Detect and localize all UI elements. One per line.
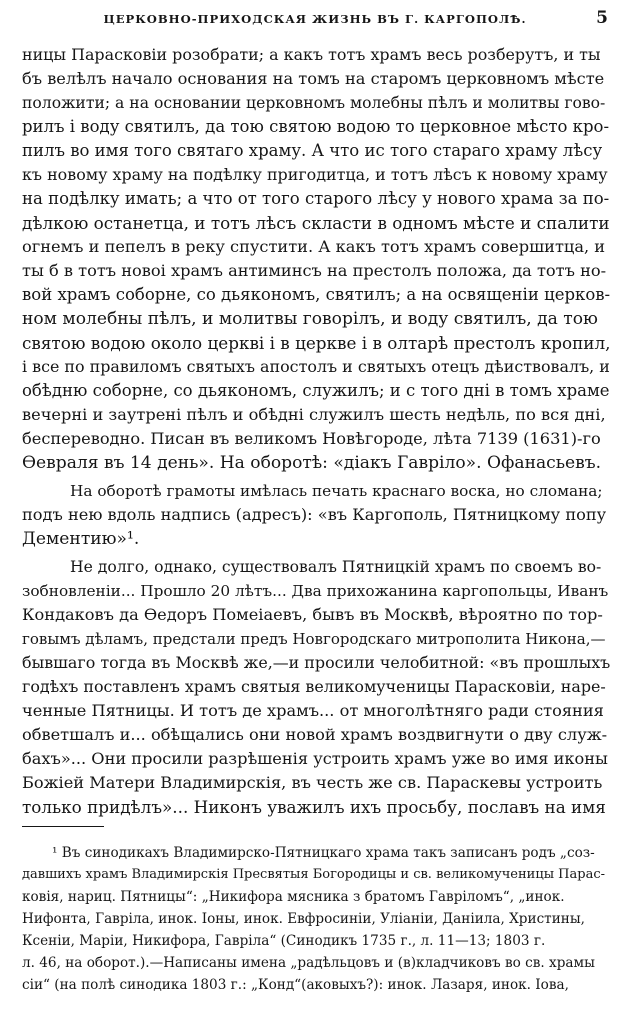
body-line: зобновленіи... Прошло 20 лѣтъ... Два прихожанина каргопольцы, Иванъ bbox=[22, 582, 609, 600]
footnote-line: Ксеніи, Маріи, Никифора, Гаврiла“ (Синодикъ 1735 г., л. 11—13; 1803 г. bbox=[22, 933, 546, 949]
footnote-line: ковія, нариц. Пятницы“: „Никифора мясника з братомъ Гаврiломъ“, „инок. bbox=[22, 889, 565, 905]
body-line-indent: Не долго, однако, существовалъ Пятницкій храмъ по своемъ во- bbox=[70, 558, 602, 576]
body-line: ты б в тотъ новоі храмъ антиминсъ на престолъ положа, да тотъ но- bbox=[22, 261, 607, 280]
body-line: огнемъ и пепелъ в реку спустити. А какъ тотъ храмъ совершитца, и bbox=[22, 237, 606, 256]
body-line: только придѣлъ»... Никонъ уважилъ ихъ просьбу, пославъ на имя bbox=[22, 797, 606, 817]
footnote-line: Нифонта, Гаврiла, инок. Іоны, инок. Евфросиніи, Уліаніи, Даніила, Христины, bbox=[22, 911, 585, 927]
body-line: бъ велѣлъ начало основания на томъ на старомъ церковномъ мѣсте bbox=[22, 69, 605, 88]
body-line: беспереводно. Писан въ великомъ Новѣгороде, лѣта 7139 (1631)-го bbox=[22, 429, 601, 448]
body-line: говымъ дѣламъ, предстали предъ Новгородскаго митрополита Никона,— bbox=[22, 630, 606, 648]
body-line: святою водою около церкві і в церкве і в олтарѣ престолъ кропил, bbox=[22, 333, 610, 353]
footnote-line: сіи“ (на полѣ синодика 1803 г.: „Конд“(аковыхъ?): инок. Лазаря, инок. Іова, bbox=[22, 977, 569, 993]
body-line: Дементию»¹. bbox=[22, 529, 140, 549]
body-line: на подѣлку имать; а что от того старого лѣсу у нового храма за по- bbox=[22, 189, 610, 208]
running-head: ЦЕРКОВНО-ПРИХОДСКАЯ ЖИЗНЬ ВЪ Г. КАРГОПОЛѢ. bbox=[103, 12, 527, 26]
body-line: дѣлкою останетца, и тотъ лѣсъ скласти в одномъ мѣсте и спалити bbox=[22, 213, 610, 233]
body-line: подъ нею вдоль надпись (адресъ): «въ Каргополь, Пятницкому попу bbox=[22, 505, 607, 524]
body-line: рилъ і воду святилъ, да тою святою водою то церковное мѣсто кро- bbox=[22, 117, 610, 136]
page-header bbox=[20, 8, 610, 32]
body-line-indent: На оборотѣ грамоты имѣлась печать краснаго воска, но сломана; bbox=[70, 482, 603, 500]
body-line: положити; а на основании церковномъ молебны пѣлъ и молитвы гово- bbox=[22, 94, 606, 112]
body-line: і все по правиломъ святыхъ апостолъ и святыхъ отецъ дѣиствовалъ, и bbox=[22, 357, 610, 376]
body-line: Ѳевраля въ 14 день». На оборотѣ: «дiакъ Гаврiло». Офанасьевъ. bbox=[22, 453, 602, 473]
body-line: ницы Парасковіи розобрати; а какъ тотъ храмъ весь розберутъ, и ты bbox=[22, 45, 601, 64]
body-line: бывшаго тогда въ Москвѣ же,—и просили челобитной: «въ прошлыхъ bbox=[22, 653, 610, 672]
body-line: обѣдню соборне, со дьякономъ, служилъ; и с того дні в томъ храме bbox=[22, 381, 610, 400]
body-line: вечерні и заутрені пѣлъ и обѣдні служилъ шесть недѣль, по вся дні, bbox=[22, 405, 606, 424]
footnote-line: л. 46, на оборот.).—Написаны имена „радѣльцовъ и (в)кладчиковъ во св. храмы bbox=[22, 955, 595, 971]
footnote-line: давшихъ храмъ Владимирскія Пресвятыя Богородицы и св. великомученицы Парас- bbox=[22, 867, 606, 882]
body-line: ченные Пятницы. И тотъ де храмъ... от многолѣтняго ради стояния bbox=[22, 701, 604, 720]
body-line: пилъ во имя того святаго храму. А что ис того стараго храму лѣсу bbox=[22, 141, 603, 160]
body-line: Божіей Матери Владимирскія, въ честь же св. Параскевы устроить bbox=[22, 773, 603, 792]
body-line: вой храмъ соборне, со дьякономъ, святилъ; а на освященіи церков- bbox=[22, 285, 610, 304]
footnote-line: ¹ Въ синодикахъ Владимирско-Пятницкаго храма такъ записанъ родъ „соз- bbox=[52, 845, 595, 861]
body-line: обветшалъ и... обѣщались они новой храмъ воздвигнути о дву служ- bbox=[22, 725, 608, 744]
body-line: ном молебны пѣлъ, и молитвы говорілъ, и воду святилъ, да тою bbox=[22, 309, 598, 329]
body-line: бахъ»... Они просили разрѣшенія устроить храмъ уже во имя иконы bbox=[22, 749, 608, 768]
body-line: къ новому храму на подѣлку пригодитца, и тотъ лѣсъ к новому храму bbox=[22, 165, 608, 184]
body-line: Кондаковъ да Ѳедоръ Помеіаевъ, бывъ въ Москвѣ, вѣроятно по тор- bbox=[22, 605, 603, 624]
page-number: 5 bbox=[596, 8, 608, 28]
body-line: годѣхъ поставленъ храмъ святыя великомученицы Парасковіи, наре- bbox=[22, 677, 606, 696]
footnote-rule bbox=[22, 826, 104, 827]
